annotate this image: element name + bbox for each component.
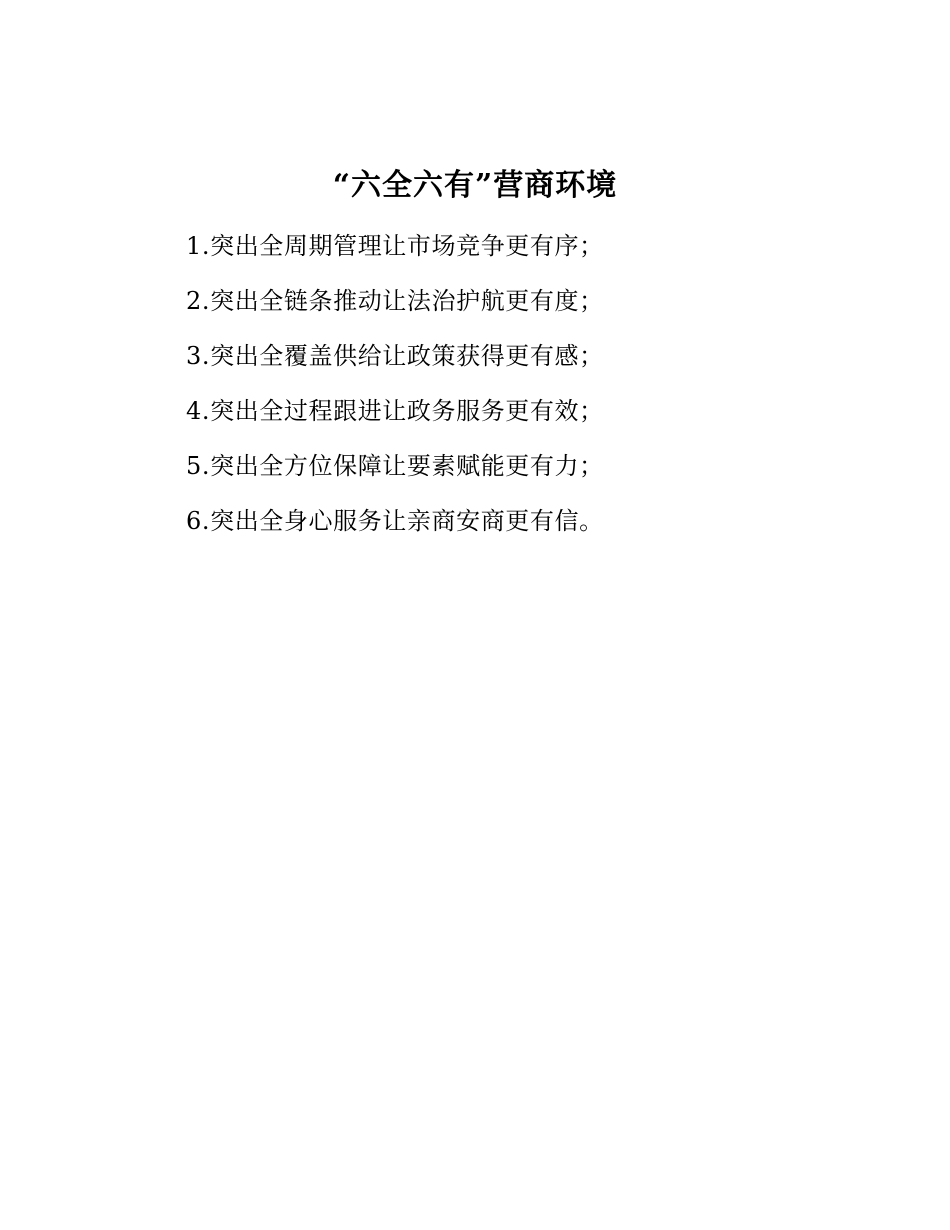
list-item-number: 1. — [186, 232, 211, 260]
page-title: “六全六有”营商环境 — [332, 168, 618, 203]
list-item-number: 5. — [186, 452, 211, 480]
list-item — [0, 234, 950, 258]
list-item-text: 突出全链条推动让法治护航更有度； — [210, 287, 604, 315]
numbered-list — [0, 234, 950, 533]
list-item — [0, 344, 950, 368]
list-item-text: 突出全身心服务让亲商安商更有信。 — [210, 507, 604, 535]
document-body — [0, 0, 950, 564]
list-item — [0, 454, 950, 478]
list-item-text: 突出全周期管理让市场竞争更有序； — [210, 232, 604, 260]
list-item-text: 突出全过程跟进让政务服务更有效； — [210, 397, 604, 425]
list-item-text: 突出全方位保障让要素赋能更有力； — [210, 452, 604, 480]
list-item-number: 3. — [186, 342, 211, 370]
list-item — [0, 399, 950, 423]
list-item-number: 6. — [186, 507, 211, 535]
list-item — [0, 289, 950, 313]
list-item-text: 突出全覆盖供给让政策获得更有感； — [210, 342, 604, 370]
list-item-number: 2. — [186, 287, 211, 315]
list-item-number: 4. — [186, 397, 211, 425]
list-item — [0, 509, 950, 533]
